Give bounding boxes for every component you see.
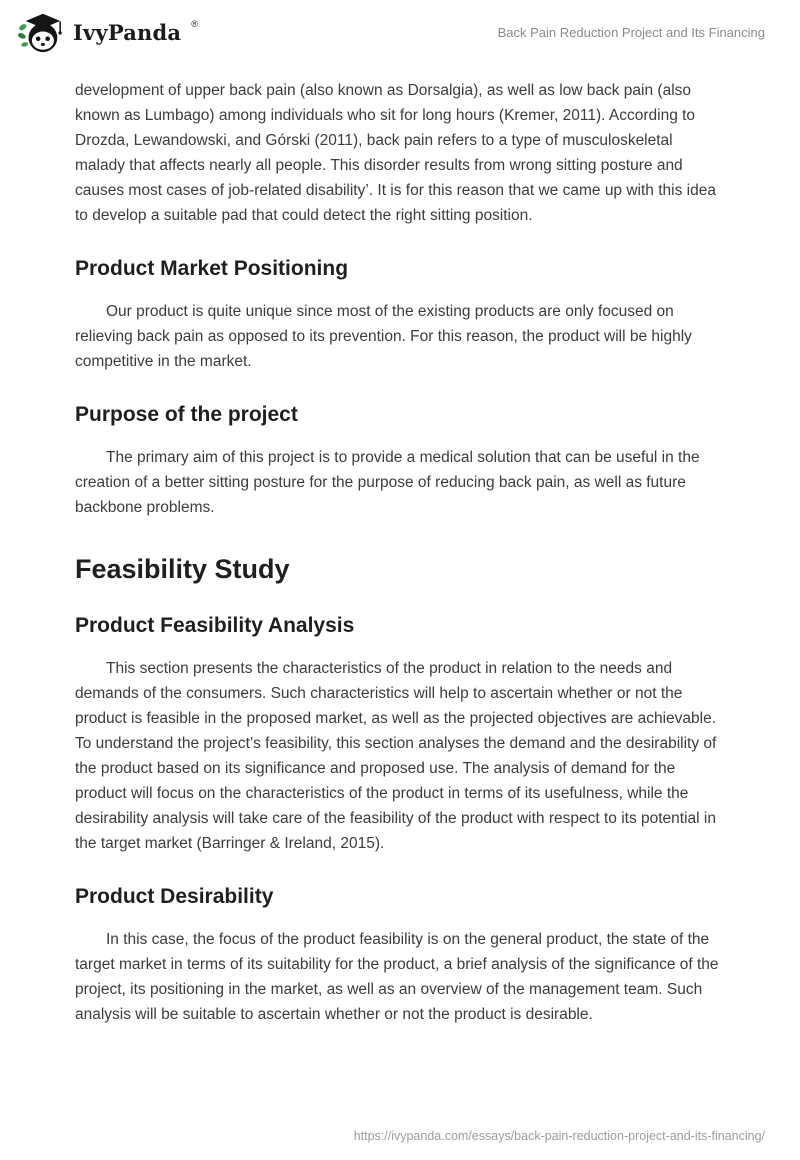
brand-name: IvyPanda: [73, 19, 182, 45]
essay-content: [0, 64, 800, 1027]
paragraph: The primary aim of this project is to provide a medical solution that can be useful in the creation of a better sitting posture for the purpose of reducing back pain, as well as future backbone problems.: [75, 449, 700, 516]
section-heading-product-desirability: Product Desirability: [75, 885, 274, 908]
document-title: Back Pain Reduction Project and Its Financing: [497, 24, 765, 40]
registered-mark: ®: [191, 19, 198, 29]
paragraph: In this case, the focus of the product feasibility is on the general product, the state of the target market in terms of its suitability for the product, a brief analysis of the significance of the project, its positioning in the market, as well as an overview of the management team. Such analysis will be suitable to ascertain whether or not the product is desirable.: [75, 931, 719, 1023]
paragraph: This section presents the characteristics of the product in relation to the needs and demands of the consumers. Such characteristics will help to ascertain whether or not the product is feasible in the proposed market, as well as the projected objectives are achievable. To understand the project’s feasibility, this section analyses the demand and the desirability of the product based on its significance and proposed use. The analysis of demand for the product will focus on the characteristics of the product in terms of its usefulness, while the desirability analysis will take care of the feasibility of the product with respect to its potential in the target market (Barringer & Ireland, 2015).: [75, 660, 717, 852]
section-heading-product-market-positioning: Product Market Positioning: [75, 257, 349, 280]
brand-logo-link[interactable]: [18, 9, 198, 55]
ivypanda-panda-logo-icon: [18, 9, 64, 55]
page-header: [0, 0, 800, 64]
chapter-heading-feasibility-study: Feasibility Study: [75, 554, 290, 584]
paragraph: Our product is quite unique since most of the existing products are only focused on relieving back pain as opposed to its prevention. For this reason, the product will be highly competitive in the market.: [75, 303, 692, 370]
source-url[interactable]: https://ivypanda.com/essays/back-pain-reduction-project-and-its-financing/: [353, 1129, 765, 1143]
section-heading-product-feasibility-analysis: Product Feasibility Analysis: [75, 614, 355, 637]
paragraph-continuation: development of upper back pain (also known as Dorsalgia), as well as low back pain (also known as Lumbago) among individuals who sit for long hours (Kremer, 2011). According to Drozda, Lewandowski, and Górski (2011), back pain refers to a type of musculoskeletal malady that affects nearly all people. This disorder results from wrong sitting posture and causes most cases of job-related disability’. It is for this reason that we came up with this idea to develop a suitable pad that could detect the right sitting position.: [75, 82, 716, 224]
section-heading-purpose-of-the-project: Purpose of the project: [75, 403, 298, 426]
